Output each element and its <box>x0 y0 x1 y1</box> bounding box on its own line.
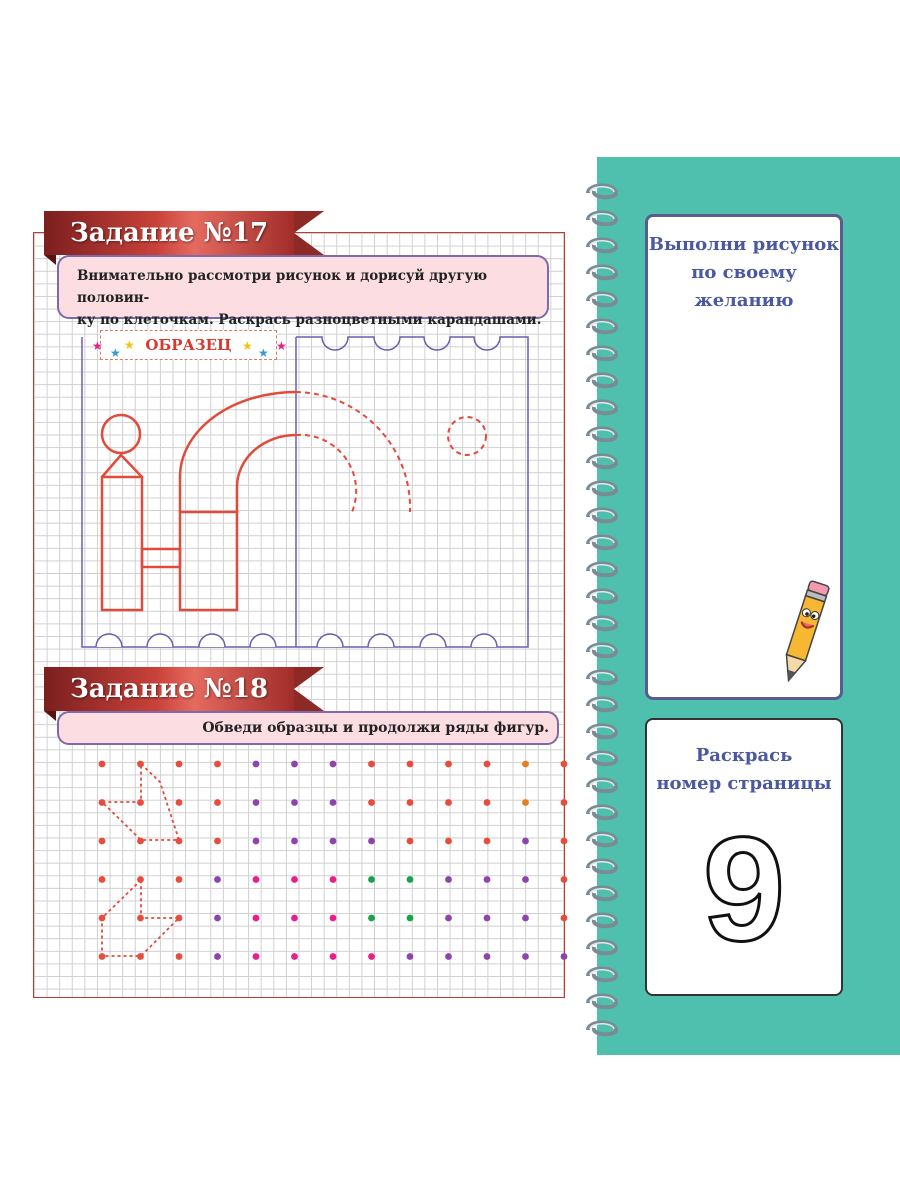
task17-title: Задание №17 <box>44 211 294 255</box>
task18-instruction: Обведи образцы и продолжи ряды фигур. <box>202 720 549 736</box>
task18-title: Задание №18 <box>44 667 294 711</box>
grid-dot <box>253 761 260 768</box>
grid-dot <box>330 838 337 845</box>
grid-dot <box>99 799 106 806</box>
grid-dot <box>253 838 260 845</box>
grid-dot <box>445 838 452 845</box>
grid-dot <box>99 953 106 960</box>
grid-dot <box>176 953 183 960</box>
grid-dot <box>176 915 183 922</box>
grid-dot <box>137 915 144 922</box>
grid-dot <box>291 761 298 768</box>
grid-dot <box>484 838 491 845</box>
grid-dot <box>561 799 568 806</box>
card1-line2: по своему желанию <box>691 262 797 311</box>
grid-dot <box>137 799 144 806</box>
grid-dot <box>407 915 414 922</box>
pencil-icon <box>774 573 834 693</box>
task17-instruction-line2: ку по клеточкам. Раскрась разноцветными карандашами. <box>77 312 542 328</box>
grid-dot <box>253 953 260 960</box>
grid-dot <box>484 876 491 883</box>
grid-dot <box>407 838 414 845</box>
grid-dot <box>291 953 298 960</box>
grid-dot <box>407 953 414 960</box>
grid-dot <box>253 876 260 883</box>
card2-line1: Раскрась <box>695 745 793 766</box>
grid-dot <box>522 761 529 768</box>
star-icon: ★ <box>276 339 287 353</box>
grid-dot <box>137 838 144 845</box>
grid-dot <box>214 953 221 960</box>
grid-dot <box>445 876 452 883</box>
grid-dot <box>137 761 144 768</box>
grid-dot <box>330 953 337 960</box>
star-icon: ★ <box>92 339 103 353</box>
grid-dot <box>484 761 491 768</box>
grid-dot <box>214 876 221 883</box>
grid-dot <box>253 799 260 806</box>
grid-dot <box>484 799 491 806</box>
page-number[interactable]: 9 <box>702 807 786 972</box>
grid-dot <box>445 761 452 768</box>
grid-dot <box>99 838 106 845</box>
grid-dot <box>445 915 452 922</box>
grid-dot <box>137 876 144 883</box>
grid-dot <box>330 761 337 768</box>
grid-dot <box>330 876 337 883</box>
grid-dot <box>561 953 568 960</box>
spiral-binding <box>582 175 622 1045</box>
grid-dot <box>176 761 183 768</box>
grid-dot <box>561 915 568 922</box>
grid-dot <box>522 799 529 806</box>
grid-dot <box>291 838 298 845</box>
sample-label-text: ОБРАЗЕЦ <box>145 336 232 354</box>
free-drawing-card <box>645 214 843 700</box>
grid-dot <box>214 915 221 922</box>
star-icon: ★ <box>124 338 135 352</box>
grid-dot <box>291 876 298 883</box>
grid-dot <box>561 838 568 845</box>
star-icon: ★ <box>242 339 253 353</box>
grid-dot <box>253 915 260 922</box>
grid-dot <box>561 761 568 768</box>
card1-line1: Выполни рисунок <box>648 234 840 255</box>
star-icon: ★ <box>110 346 121 360</box>
grid-dot <box>368 799 375 806</box>
card2-line2: номер страницы <box>656 773 832 794</box>
grid-dot <box>522 838 529 845</box>
grid-dot <box>522 915 529 922</box>
grid-dot <box>445 799 452 806</box>
grid-dot <box>407 876 414 883</box>
grid-dot <box>368 915 375 922</box>
grid-dot <box>368 838 375 845</box>
grid-dot <box>368 761 375 768</box>
grid-dot <box>522 953 529 960</box>
grid-dot <box>99 761 106 768</box>
grid-dot <box>407 761 414 768</box>
grid-dot <box>176 799 183 806</box>
grid-dot <box>291 915 298 922</box>
grid-dot <box>484 953 491 960</box>
grid-dot <box>214 761 221 768</box>
grid-dot <box>176 876 183 883</box>
grid-dot <box>214 838 221 845</box>
grid-dot <box>368 876 375 883</box>
page-number-card <box>645 718 843 996</box>
grid-dot <box>99 876 106 883</box>
grid-dot <box>214 799 221 806</box>
grid-dot <box>368 953 375 960</box>
grid-dot <box>330 915 337 922</box>
grid-dot <box>407 799 414 806</box>
grid-dot <box>291 799 298 806</box>
task17-instruction-line1: Внимательно рассмотри рисунок и дорисуй другую половин- <box>77 268 488 306</box>
grid-dot <box>330 799 337 806</box>
grid-dot <box>137 953 144 960</box>
grid-dot <box>561 876 568 883</box>
dotted-shapes <box>102 764 179 956</box>
star-icon: ★ <box>258 346 269 360</box>
grid-dot <box>445 953 452 960</box>
grid-dot <box>484 915 491 922</box>
grid-dot <box>99 915 106 922</box>
grid-dot <box>522 876 529 883</box>
grid-dot <box>176 838 183 845</box>
